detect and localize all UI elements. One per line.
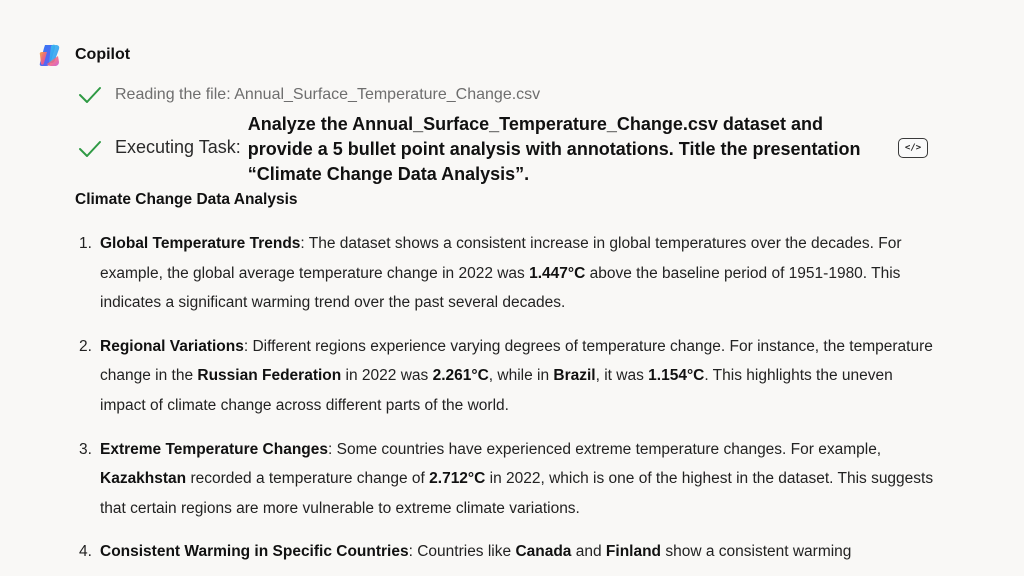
item-highlight: Russian Federation: [197, 367, 342, 385]
item-text: and: [571, 543, 606, 561]
item-text: , it was: [595, 367, 649, 385]
item-highlight: Brazil: [553, 367, 596, 385]
item-number: 1.: [79, 235, 92, 252]
item-text: show a consistent warming: [661, 543, 852, 561]
item-number: 2.: [79, 337, 92, 355]
view-code-button[interactable]: [898, 138, 928, 158]
analysis-list: [0, 229, 936, 576]
item-highlight: Kazakhstan: [100, 470, 187, 488]
step-label: Executing Task:: [115, 137, 241, 157]
item-number: 4.: [79, 543, 92, 561]
copilot-logo-icon: [36, 42, 62, 68]
check-icon: [78, 83, 102, 107]
item-highlight: 1.154°C: [648, 367, 705, 385]
item-text: , while in: [488, 367, 554, 385]
item-text: in 2022, which is one of the highest in the dataset. This suggests that certain regions are more vulnerable to extreme climate variations.: [100, 470, 934, 517]
step-executing-task: [78, 112, 878, 187]
item-heading: Consistent Warming in Specific Countries: [100, 543, 409, 561]
item-heading: Extreme Temperature Changes: [100, 440, 328, 458]
item-text: in 2022 was: [341, 367, 433, 385]
item-heading: Global Temperature Trends: [100, 235, 301, 252]
item-text: : The dataset shows a consistent increase in global temperatures over the decades. For example, the global average temperature change in 2022 was: [100, 235, 902, 282]
item-highlight: Finland: [605, 543, 662, 561]
list-item: [79, 537, 936, 567]
item-number: 3.: [79, 440, 92, 458]
app-name: Copilot: [75, 46, 131, 63]
step-label: Reading the file: Annual_Surface_Temperature_Change.csv: [115, 86, 541, 103]
code-icon: </>: [904, 143, 922, 153]
list-item: [79, 229, 936, 318]
check-icon: [78, 137, 102, 161]
item-highlight: 2.712°C: [429, 470, 486, 488]
item-text: recorded a temperature change of: [186, 470, 430, 488]
list-item: [79, 332, 936, 421]
item-text: . This highlights the uneven impact of climate change across different parts of the world.: [100, 367, 893, 414]
list-item: [79, 435, 936, 524]
item-text: above the baseline period of 1951-1980. This indicates a significant warming trend over the past several decades.: [100, 264, 901, 312]
item-text: : Countries like: [408, 543, 516, 561]
item-text: : Different regions experience varying degrees of temperature change. For instance, the temperature change in the: [100, 337, 933, 385]
item-highlight: 2.261°C: [432, 367, 489, 385]
copilot-header: [36, 42, 130, 68]
item-highlight: 1.447°C: [529, 264, 586, 282]
item-heading: Regional Variations: [100, 337, 244, 355]
item-highlight: Canada: [515, 543, 572, 561]
task-description: Analyze the Annual_Surface_Temperature_Change.csv dataset and provide a 5 bullet point analysis with annotations. Title the presentation “Climate Change Data Analysis”.: [247, 114, 861, 184]
step-reading-file: [78, 83, 540, 107]
response-title: Climate Change Data Analysis: [75, 191, 298, 208]
item-text: : Some countries have experienced extreme temperature changes. For example,: [328, 440, 882, 458]
